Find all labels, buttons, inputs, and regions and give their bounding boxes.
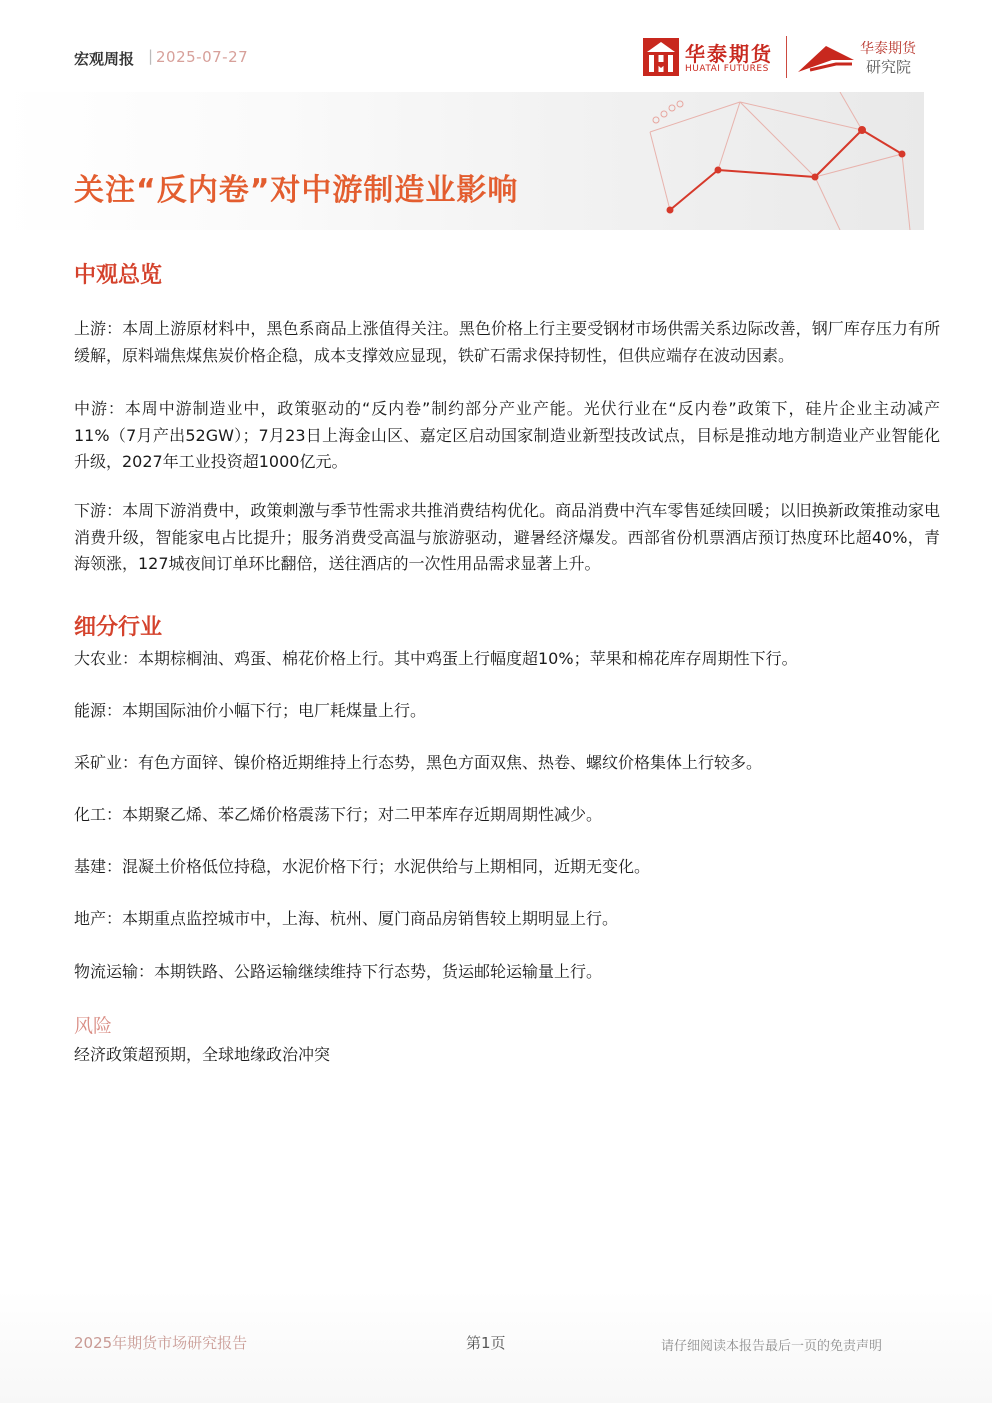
paragraph-upstream: 上游：本周上游原材料中，黑色系商品上涨值得关注。黑色价格上行主要受钢材市场供需关系边际改善，钢厂库存压力有所缓解，原料端焦煤焦炭价格企稳，成本支撑效应显现，铁矿石需求保持韧性，但供应端存在波动因素。 [74, 319, 940, 365]
report-type: 宏观周报 [74, 50, 135, 68]
page-number: 第1页 [466, 1334, 506, 1352]
institute-logo-icon [796, 40, 856, 76]
header-separator: | [148, 47, 154, 65]
network-graphic [620, 92, 924, 230]
paragraph-midstream: 中游：本周中游制造业中，政策驱动的“反内卷”制约部分产业产能。光伏行业在“反内卷”政策下，硅片企业主动减产11%（7月产出52GW）；7月23日上海金山区、嘉定区启动国家制造业新型技改试点，目标是推动地方制造业产业智能化升级，2027年工业投资超1000亿元。 [74, 399, 940, 471]
huatai-logo [643, 38, 783, 78]
section-heading-sectors: 细分行业 [74, 615, 163, 640]
page-title: 关注“反内卷”对中游制造业影响 [74, 173, 519, 208]
paragraph-downstream: 下游：本周下游消费中，政策刺激与季节性需求共推消费结构优化。商品消费中汽车零售延续回暖；以旧换新政策推动家电消费升级，智能家电占比提升；服务消费受高温与旅游驱动，避暑经济爆发。西部省份机票酒店预订热度环比超40%，青海领涨，127城夜间订单环比翻倍，送往酒店的一次性用品需求显著上升。 [74, 501, 940, 573]
sector-mining: 采矿业：有色方面锌、镍价格近期维持上行态势，黑色方面双焦、热卷、螺纹价格集体上行较多。 [74, 753, 763, 772]
sector-logistics: 物流运输：本期铁路、公路运输继续维持下行态势，货运邮轮运输量上行。 [74, 962, 603, 981]
sector-infrastructure: 基建：混凝土价格低位持稳，水泥价格下行；水泥供给与上期相同，近期无变化。 [74, 857, 651, 876]
huatai-logo-icon [643, 38, 679, 76]
logo-text-en: HUATAI FUTURES [685, 64, 769, 74]
institute-sub: 研究院 [866, 58, 912, 76]
sector-agriculture: 大农业：本期棕榈油、鸡蛋、棉花价格上行。其中鸡蛋上行幅度超10%；苹果和棉花库存周期性下行。 [74, 649, 798, 668]
sector-energy: 能源：本期国际油价小幅下行；电厂耗煤量上行。 [74, 701, 427, 720]
sector-real-estate: 地产：本期重点监控城市中，上海、杭州、厦门商品房销售较上期明显上行。 [74, 909, 619, 928]
sector-chemical: 化工：本期聚乙烯、苯乙烯价格震荡下行；对二甲苯库存近期周期性减少。 [74, 805, 603, 824]
section-heading-overview: 中观总览 [74, 263, 163, 288]
report-date: 2025-07-27 [156, 48, 249, 66]
footer-report-name: 2025年期货市场研究报告 [74, 1334, 248, 1352]
logo-divider [786, 36, 787, 78]
section-heading-risk: 风险 [74, 1015, 113, 1037]
institute-name: 华泰期货 [860, 41, 916, 57]
footer-disclaimer: 请仔细阅读本报告最后一页的免责声明 [661, 1339, 883, 1354]
logo-text-cn: 华泰期货 [685, 42, 773, 66]
risk-text: 经济政策超预期，全球地缘政治冲突 [74, 1045, 331, 1064]
